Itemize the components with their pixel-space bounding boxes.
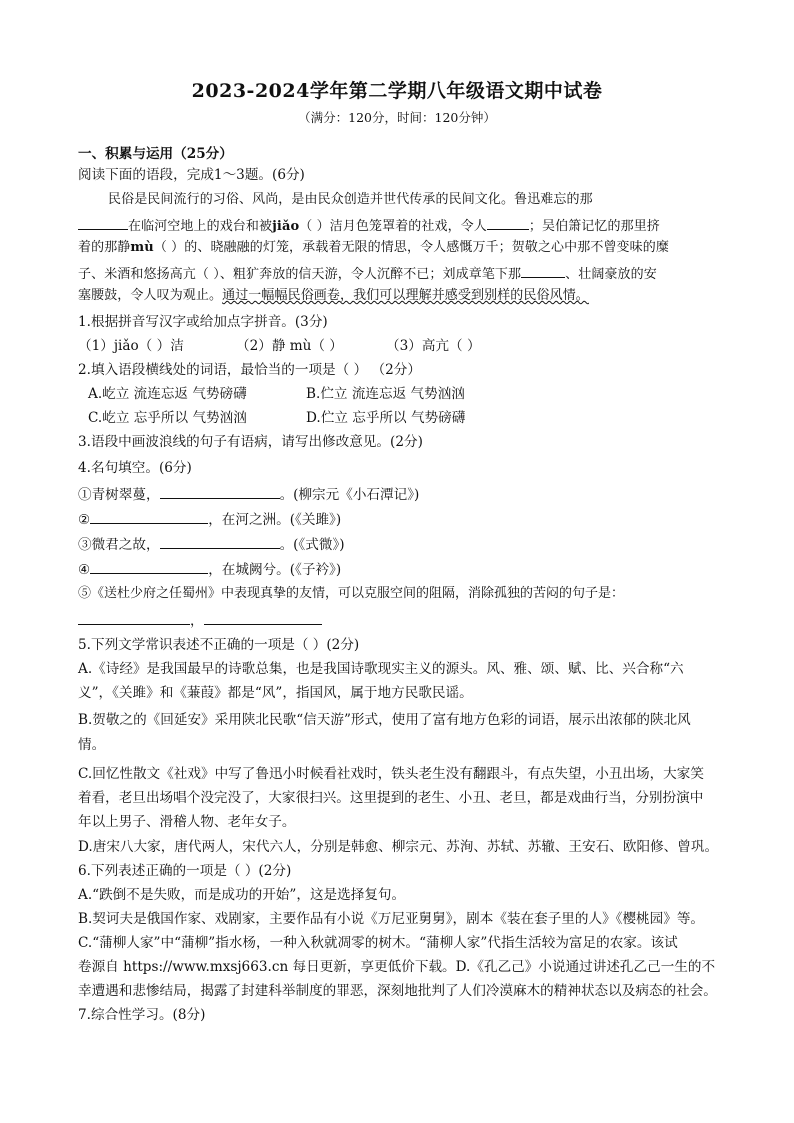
passage-line-1: 民俗是民间流行的习俗、风尚，是由民众创造并世代传承的民间文化。鲁迅难忘的那 bbox=[108, 192, 593, 207]
question-4: 4.名句填空。(6分) bbox=[78, 460, 192, 476]
passage-blank-2[interactable] bbox=[487, 215, 529, 230]
page-subtitle: （满分：120分，时间：120分钟） bbox=[298, 110, 496, 125]
q5-option-d: D.唐宋八大家，唐代两人，宋代六人，分别是韩愈、柳宗元、苏洵、苏轼、苏辙、王安石、欧阳修、曾巩。 bbox=[78, 839, 719, 855]
q5-option-c-line-2: 着看，老旦出场唱个没完没了，大家很扫兴。这里提到的老生、小丑、老旦，都是戏曲行当，分别扮演中 bbox=[78, 790, 704, 806]
q4-line-1 bbox=[78, 484, 419, 504]
q4-text: 。(《式微》) bbox=[279, 537, 345, 553]
passage-line-3 bbox=[78, 239, 669, 257]
q4-text: ③微君之故， bbox=[78, 537, 160, 553]
passage-blank-1[interactable] bbox=[78, 215, 128, 230]
q6-option-b: B.契诃夫是俄国作家、戏剧家，主要作品有小说《万尼亚舅舅》，剧本《装在套子里的人》《樱桃园》等。 bbox=[78, 911, 705, 927]
q4-line-6 bbox=[78, 610, 322, 630]
page-title: 2023-2024学年第二学期八年级语文期中试卷 bbox=[191, 80, 603, 102]
q5-option-b-line-1: B.贺敬之的《回延安》采用陕北民歌“信天游”形式，使用了富有地方色彩的词语，展示出浓郁的陕北风 bbox=[78, 712, 691, 728]
pinyin-mu: mù bbox=[130, 240, 154, 255]
q4-blank-4[interactable] bbox=[90, 559, 208, 574]
q4-blank-1[interactable] bbox=[160, 484, 280, 499]
q1-item-1: （1）jiǎo（ ）洁 bbox=[78, 338, 184, 354]
q5-option-c-line-1: C.回忆性散文《社戏》中写了鲁迅小时候看社戏时，铁头老生没有翻跟斗，有点失望，小丑出场，大家笑 bbox=[78, 766, 704, 782]
question-5: 5.下列文学常识表述不正确的一项是（ ）(2分) bbox=[78, 637, 360, 653]
question-2: 2.填入语段横线处的词语，最恰当的一项是（ ） （2分） bbox=[78, 362, 421, 378]
passage-line-5 bbox=[78, 287, 589, 305]
pinyin-jiao: jiǎo bbox=[272, 219, 300, 234]
q5-option-b-line-2: 情。 bbox=[78, 737, 106, 753]
passage-text: （ ）洁月色笼罩着的社戏，令人 bbox=[299, 219, 487, 234]
passage-text: （ ）的、晓融融的灯笼，承载着无限的情思，令人感慨万千；贺敬之心中那不曾变味的糜 bbox=[153, 240, 669, 255]
q6-option-a: A.“跌倒不是失败，而是成功的开始”，这是选择复句。 bbox=[78, 887, 406, 903]
passage-text: ；吴伯箫记忆的那里挤 bbox=[528, 219, 660, 234]
q4-text: ①青树翠蔓， bbox=[78, 487, 160, 503]
section-heading: 一、积累与运用（25分） bbox=[78, 146, 233, 162]
q4-blank-6[interactable] bbox=[204, 610, 322, 625]
q5-option-a-line-1: A.《诗经》是我国最早的诗歌总集，也是我国诗歌现实主义的源头。风、雅、颂、赋、比、兴合称“六 bbox=[78, 661, 684, 677]
q4-text: ， bbox=[190, 613, 204, 629]
q4-blank-5[interactable] bbox=[78, 610, 190, 625]
passage-text: 在临河空地上的戏台和被 bbox=[128, 219, 273, 234]
q2-option-a[interactable]: A.屹立 流连忘返 气势磅礴 bbox=[88, 386, 247, 402]
passage-blank-3[interactable] bbox=[521, 263, 565, 278]
q6-option-d-line: 幸遭遇和悲惨结局，揭露了封建科举制度的罪恶，深刻地批判了人们冷漠麻木的精神状态以及病态的社会。 bbox=[78, 983, 717, 999]
q6-option-c-line-2: 卷源自 https://www.mxsj663.cn 每日更新，享更低价下载。D.《孔乙己》小说通过讲述孔乙己一生的不 bbox=[78, 959, 716, 975]
q4-text: ，在河之洲。(《关雎》) bbox=[208, 512, 342, 528]
q1-item-2: （2）静 mù（ ） bbox=[236, 338, 343, 354]
reading-intro: 阅读下面的语段，完成1～3题。(6分) bbox=[78, 167, 305, 183]
q5-option-a-line-2: 义”，《关雎》和《蒹葭》都是“风”，指国风，属于地方民歌民谣。 bbox=[78, 685, 473, 701]
passage-line-2 bbox=[78, 215, 660, 236]
question-6: 6.下列表述正确的一项是（ ）(2分) bbox=[78, 863, 292, 879]
q2-option-b[interactable]: B.伫立 流连忘返 气势汹汹 bbox=[306, 386, 465, 402]
q4-text: ，在城阙兮。(《子衿》) bbox=[208, 562, 342, 578]
passage-text: 、壮阔豪放的安 bbox=[565, 267, 657, 282]
question-1-items bbox=[78, 337, 481, 355]
q4-blank-2[interactable] bbox=[90, 509, 208, 524]
question-7: 7.综合性学习。(8分) bbox=[78, 1007, 206, 1023]
question-3: 3.语段中画波浪线的句子有语病，请写出修改意见。(2分) bbox=[78, 434, 423, 450]
passage-line-4 bbox=[78, 263, 657, 284]
q4-text: ② bbox=[78, 512, 91, 528]
passage-text: 子、米酒和悠扬高亢（ ）、粗犷奔放的信天游，令人沉醉不已；刘成章笔下那 bbox=[78, 267, 522, 282]
wavy-underlined-sentence: 通过一幅幅民俗画卷，我们可以理解并感受到别样的民俗风情。 bbox=[222, 288, 589, 303]
q4-line-2 bbox=[78, 509, 341, 529]
q2-option-c[interactable]: C.屹立 忘乎所以 气势汹汹 bbox=[88, 410, 247, 426]
q2-options-row-1 bbox=[88, 385, 465, 403]
q4-text: 。(柳宗元《小石潭记》) bbox=[279, 487, 420, 503]
q4-line-3 bbox=[78, 534, 345, 554]
q2-option-d[interactable]: D.伫立 忘乎所以 气势磅礴 bbox=[306, 410, 466, 426]
q5-option-c-line-3: 年以上男子、滑稽人物、老年女子。 bbox=[78, 814, 296, 830]
q4-blank-3[interactable] bbox=[160, 534, 280, 549]
passage-text: 着的那静 bbox=[78, 240, 131, 255]
q6-option-c-line-1: C.“蒲柳人家”中“蒲柳”指水杨，一种入秋就凋零的树木。“蒲柳人家”代指生活较为富足的农家。该试 bbox=[78, 935, 678, 951]
q1-item-3: （3）高亢（ ） bbox=[386, 338, 481, 354]
q4-line-4 bbox=[78, 559, 341, 579]
q2-options-row-2 bbox=[88, 409, 465, 427]
q4-text: ④ bbox=[78, 562, 91, 578]
passage-text: 塞腰鼓，令人叹为观止。 bbox=[78, 288, 223, 303]
question-1: 1.根据拼音写汉字或给加点字拼音。(3分) bbox=[78, 314, 328, 330]
q4-line-5: ⑤《送杜少府之任蜀州》中表现真挚的友情，可以克服空间的阻隔，消除孤独的苦闷的句子是： bbox=[78, 586, 625, 601]
